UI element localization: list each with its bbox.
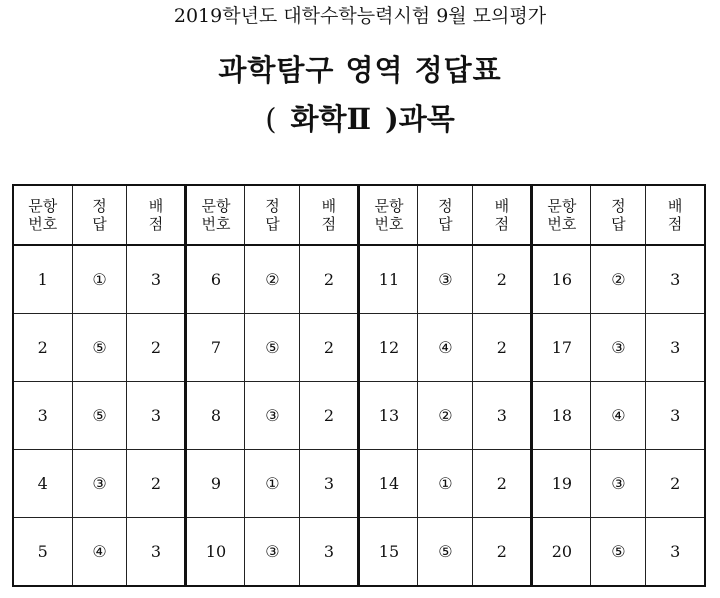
question-number: 9 — [186, 450, 245, 518]
question-number: 20 — [532, 518, 591, 587]
header-answer: 정 답 — [591, 185, 646, 245]
table-row — [13, 450, 705, 518]
points: 2 — [300, 314, 359, 382]
subject-name: 화학Ⅱ — [290, 102, 372, 136]
correct-answer: ③ — [418, 245, 473, 314]
section-title: 과학탐구 영역 정답표 — [218, 53, 502, 87]
table-row — [13, 245, 705, 314]
header-question-number — [186, 185, 245, 245]
correct-answer: ⑤ — [72, 314, 127, 382]
points: 2 — [300, 382, 359, 450]
correct-answer: ⑤ — [591, 518, 646, 587]
question-number: 16 — [532, 245, 591, 314]
header-question-number-line1: 문항 — [28, 197, 58, 215]
points: 3 — [646, 314, 705, 382]
header-question-number-line2: 번호 — [201, 215, 231, 233]
points: 2 — [646, 450, 705, 518]
exam-title: 2019학년도 대학수학능력시험 9월 모의평가 — [173, 5, 547, 27]
question-number: 8 — [186, 382, 245, 450]
question-number: 12 — [359, 314, 418, 382]
points: 3 — [127, 382, 186, 450]
correct-answer: ④ — [591, 382, 646, 450]
points: 3 — [646, 382, 705, 450]
points: 3 — [473, 382, 532, 450]
question-number: 7 — [186, 314, 245, 382]
points: 2 — [300, 245, 359, 314]
header-question-number — [13, 185, 72, 245]
header-points: 배 점 — [473, 185, 532, 245]
points: 2 — [127, 314, 186, 382]
points: 3 — [646, 518, 705, 587]
answer-table — [12, 184, 706, 587]
question-number: 4 — [13, 450, 72, 518]
question-number: 1 — [13, 245, 72, 314]
correct-answer: ③ — [245, 382, 300, 450]
header-question-number-line1: 문항 — [201, 197, 231, 215]
points: 2 — [473, 314, 532, 382]
header-points: 배 점 — [300, 185, 359, 245]
question-number: 19 — [532, 450, 591, 518]
points: 2 — [127, 450, 186, 518]
question-number: 13 — [359, 382, 418, 450]
correct-answer: ② — [591, 245, 646, 314]
header-answer: 정 답 — [418, 185, 473, 245]
correct-answer: ② — [418, 382, 473, 450]
header-question-number-line2: 번호 — [374, 215, 404, 233]
question-number: 11 — [359, 245, 418, 314]
question-number: 2 — [13, 314, 72, 382]
points: 3 — [127, 245, 186, 314]
question-number: 10 — [186, 518, 245, 587]
correct-answer: ① — [72, 245, 127, 314]
points: 2 — [473, 245, 532, 314]
points: 3 — [127, 518, 186, 587]
header-question-number-line1: 문항 — [547, 197, 577, 215]
points: 2 — [473, 450, 532, 518]
table-header-row — [13, 185, 705, 245]
question-number: 5 — [13, 518, 72, 587]
question-number: 18 — [532, 382, 591, 450]
correct-answer: ④ — [72, 518, 127, 587]
correct-answer: ② — [245, 245, 300, 314]
correct-answer: ③ — [245, 518, 300, 587]
header-question-number — [532, 185, 591, 245]
subject-title — [0, 101, 720, 137]
question-number: 14 — [359, 450, 418, 518]
correct-answer: ⑤ — [245, 314, 300, 382]
points: 3 — [646, 245, 705, 314]
question-number: 6 — [186, 245, 245, 314]
header-question-number-line2: 번호 — [547, 215, 577, 233]
header-question-number-line2: 번호 — [28, 215, 58, 233]
header-question-number-line1: 문항 — [374, 197, 404, 215]
points: 2 — [473, 518, 532, 587]
header-question-number — [359, 185, 418, 245]
table-row — [13, 314, 705, 382]
question-number: 17 — [532, 314, 591, 382]
correct-answer: ③ — [72, 450, 127, 518]
header-answer: 정 답 — [245, 185, 300, 245]
correct-answer: ⑤ — [418, 518, 473, 587]
table-row — [13, 518, 705, 587]
header-answer: 정 답 — [72, 185, 127, 245]
correct-answer: ① — [418, 450, 473, 518]
subject-open-paren: ( — [265, 102, 277, 136]
correct-answer: ① — [245, 450, 300, 518]
table-row — [13, 382, 705, 450]
correct-answer: ④ — [418, 314, 473, 382]
header-points: 배 점 — [127, 185, 186, 245]
correct-answer: ⑤ — [72, 382, 127, 450]
correct-answer: ③ — [591, 314, 646, 382]
question-number: 15 — [359, 518, 418, 587]
points: 3 — [300, 450, 359, 518]
correct-answer: ③ — [591, 450, 646, 518]
points: 3 — [300, 518, 359, 587]
question-number: 3 — [13, 382, 72, 450]
header-points: 배 점 — [646, 185, 705, 245]
subject-close: )과목 — [385, 102, 455, 136]
